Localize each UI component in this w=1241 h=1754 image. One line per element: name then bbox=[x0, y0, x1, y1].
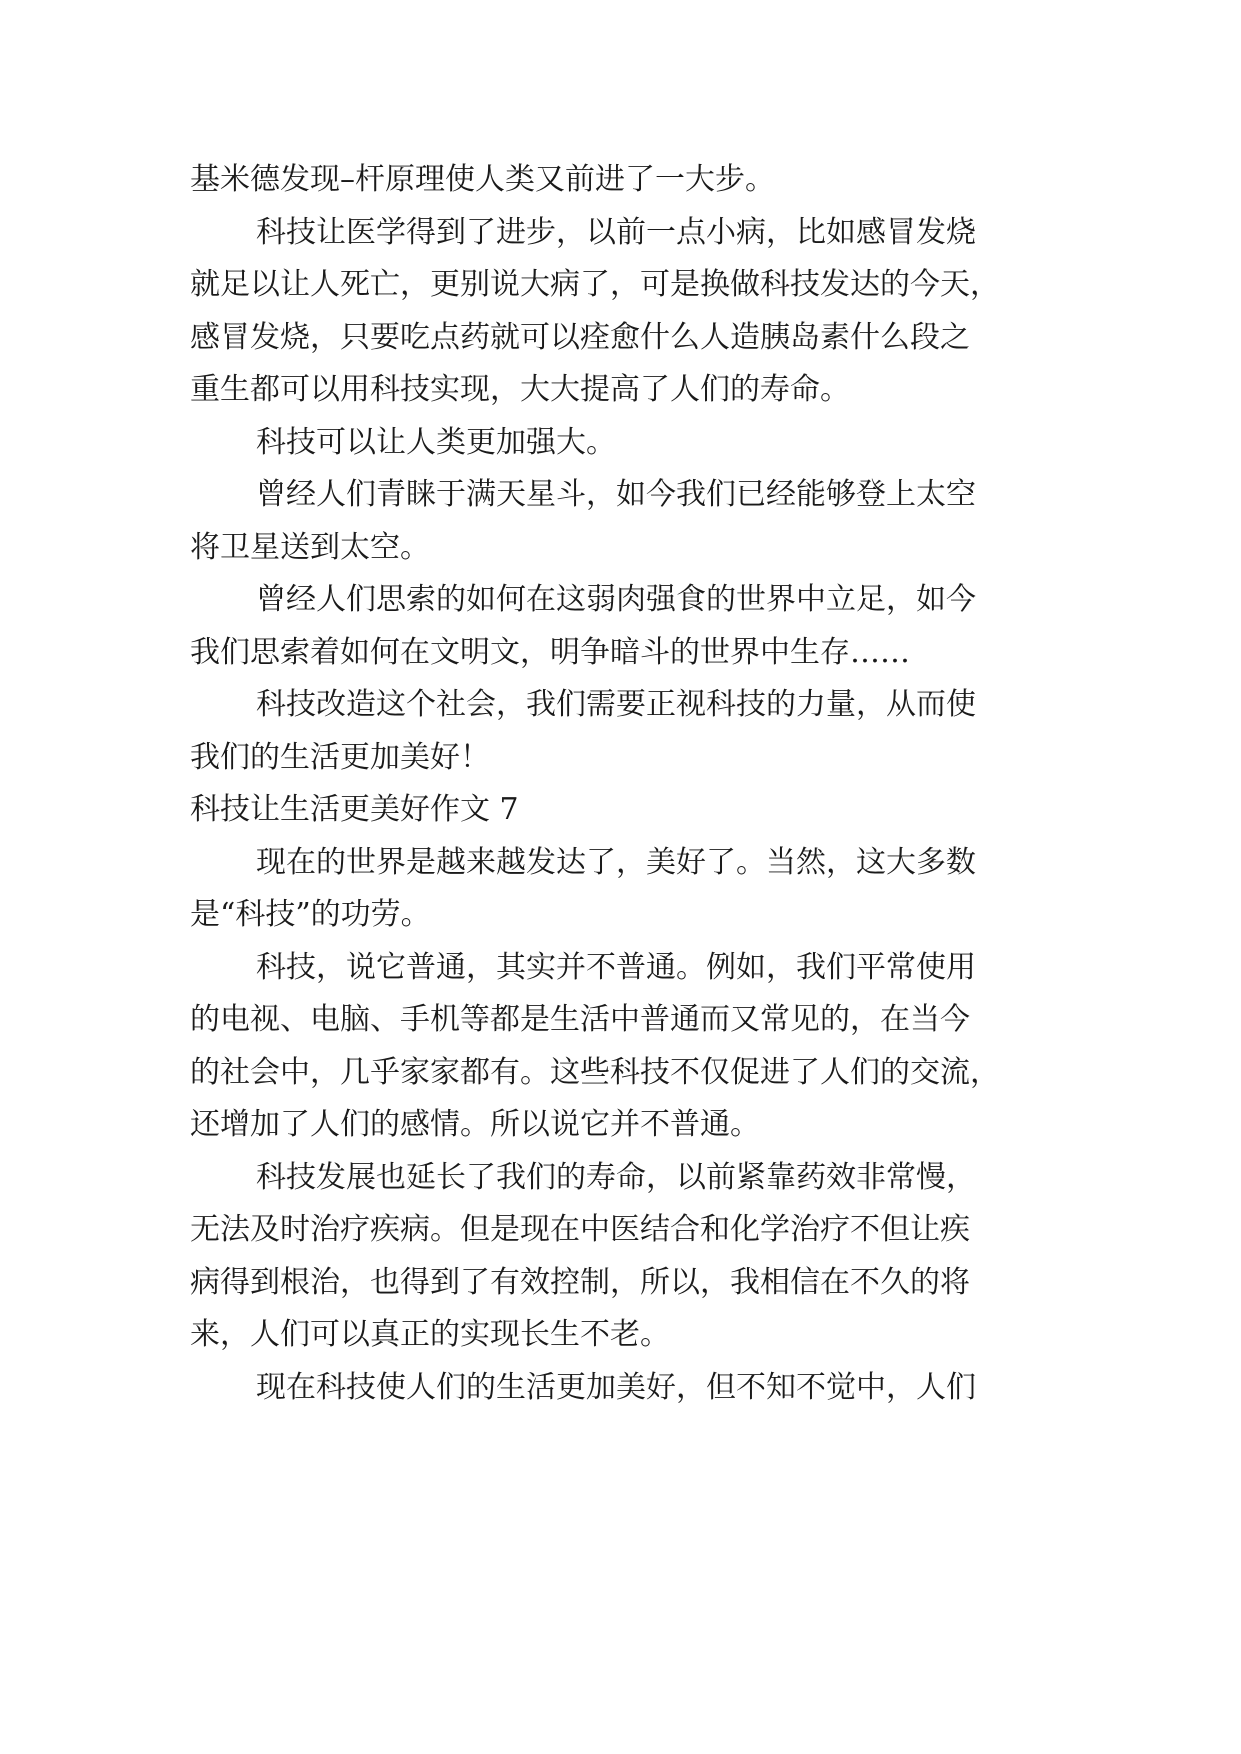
text-line: 科技让医学得到了进步，以前一点小病，比如感冒发烧 bbox=[256, 214, 976, 250]
text-line: 的电视、电脑、手机等都是生活中普通而又常见的，在当今 bbox=[190, 1002, 970, 1037]
text-line: 现在科技使人们的生活更加美好，但不知不觉中，人们 bbox=[256, 1369, 976, 1405]
text-line: 感冒发烧，只要吃点药就可以痊愈什么人造胰岛素什么段之 bbox=[190, 319, 970, 355]
text-line: 现在的世界是越来越发达了，美好了。当然，这大多数 bbox=[256, 844, 976, 880]
text-line: 科技，说它普通，其实并不普通。例如，我们平常使用 bbox=[256, 949, 976, 985]
text-line: 是“科技”的功劳。 bbox=[190, 897, 431, 932]
text-line: 我们思索着如何在文明文，明争暗斗的世界中生存…… bbox=[190, 634, 910, 670]
text-line: 曾经人们青睐于满天星斗，如今我们已经能够登上太空 bbox=[256, 477, 976, 512]
text-line: 无法及时治疗疾病。但是现在中医结合和化学治疗不但让疾 bbox=[190, 1212, 970, 1247]
text-line: 科技发展也延长了我们的寿命，以前紧靠药效非常慢， bbox=[256, 1159, 976, 1195]
text-line: 来，人们可以真正的实现长生不老。 bbox=[190, 1317, 670, 1352]
section-heading: 科技让生活更美好作文 7 bbox=[190, 792, 519, 827]
text-line: 科技改造这个社会，我们需要正视科技的力量，从而使 bbox=[256, 687, 976, 722]
text-line: 还增加了人们的感情。所以说它并不普通。 bbox=[190, 1107, 760, 1142]
text-line: 曾经人们思索的如何在这弱肉强食的世界中立足，如今 bbox=[256, 582, 976, 617]
text-line: 病得到根治，也得到了有效控制，所以，我相信在不久的将 bbox=[190, 1264, 970, 1300]
text-line: 科技可以让人类更加强大。 bbox=[256, 424, 616, 460]
text-line: 将卫星送到太空。 bbox=[190, 529, 430, 565]
text-line: 的社会中，几乎家家都有。这些科技不仅促进了人们的交流， bbox=[190, 1054, 1000, 1090]
text-line: 我们的生活更加美好！ bbox=[190, 739, 490, 775]
text-line: 就足以让人死亡，更别说大病了，可是换做科技发达的今天， bbox=[190, 267, 1000, 302]
text-line: 重生都可以用科技实现，大大提高了人们的寿命。 bbox=[190, 372, 850, 407]
text-line: 基米德发现–杆原理使人类又前进了一大步。 bbox=[190, 162, 775, 197]
